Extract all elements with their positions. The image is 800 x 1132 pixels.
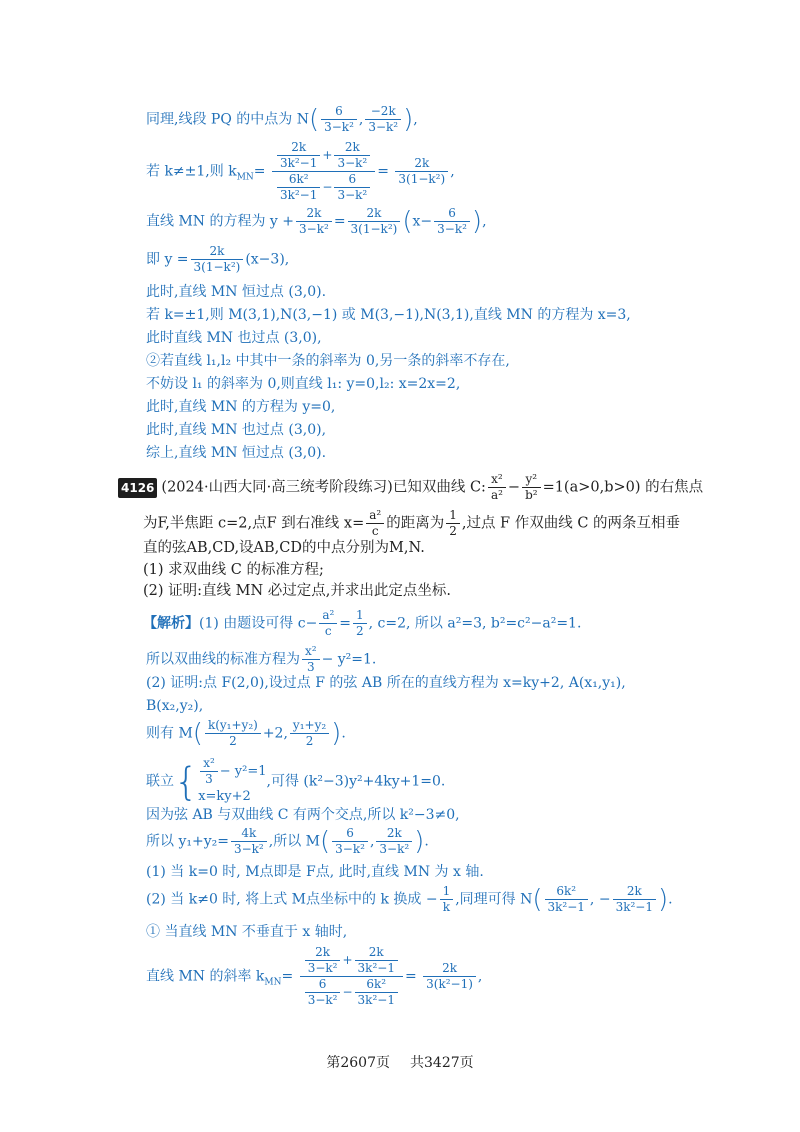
solution-line: 若 k≠±1,则 $k_{MN}=$ $\frac{2k}{\text{3k²−1}}$ + $\frac{2k}{\text{3−k²}}$ $\frac{\text{6k²}}{\text{3k²−1}}$ − $\frac{6}{\text{3−k²}}$ = $\frac{2k}{\text{3(1−k²)}}$ , xyxy=(146,140,455,202)
page-number: 第2607页 xyxy=(326,1055,390,1071)
solution-line: 直线 MN 的方程为 y + $\frac{2k}{\text{3−k²}}$ = $\frac{2k}{\text{3(1−k²)}}$ (x− $\frac{6}{\text{3−k²}}$ ), xyxy=(146,206,487,237)
solution-line: 即 y = $\frac{2k}{\text{3(1−k²)}}$ (x−3), xyxy=(146,244,290,274)
page-footer xyxy=(0,1052,800,1072)
solution-line: 联立{ $\frac{\text{x²}}{3}$ − y²=1 x=ky+2 ,可得 (k²−3)y²+4ky+1=0. xyxy=(146,756,446,804)
total-pages: 共3427页 xyxy=(410,1055,474,1071)
solution-line: 同理,线段 PQ 的中点为 N( $\frac{6}{\text{3−k²}}$ , $\frac{-2k}{\text{3−k²}}$ ), xyxy=(146,104,418,135)
problem-question-1: (1) 求双曲线 C 的标准方程; xyxy=(143,562,324,578)
problem-question-2: (2) 证明:直线 MN 必过定点,并求出此定点坐标. xyxy=(143,583,452,599)
solution-line: ②若直线 l₁,l₂ 中其中一条的斜率为 0,另一条的斜率不存在, xyxy=(146,353,510,369)
solution-line: 此时,直线 MN 的方程为 y=0, xyxy=(146,399,336,415)
solution-line: 此时直线 MN 也过点 (3,0), xyxy=(146,330,322,346)
solution-line: 因为弦 AB 与双曲线 C 有两个交点,所以 k²−3≠0, xyxy=(146,807,460,823)
analysis-tag: 【解析】 xyxy=(143,615,199,632)
solution-line: (2) 当 k≠0 时, 将上式 M点坐标中的 k 换成 − $\frac{1}{k}$ ,同理可得 N( $\frac{\text{6k²}}{\text{3k²−1}}$ , − $\frac{2k}{\text{3k²−1}}$ ). xyxy=(146,884,673,915)
solution-line: (2) 证明:点 F(2,0),设过点 F 的弦 AB 所在的直线方程为 x=ky+2, A(x₁,y₁), xyxy=(146,675,626,691)
solution-line: 直线 MN 的斜率 $k_{MN}=$ $\frac{2k}{\text{3−k²}}$ + $\frac{2k}{\text{3k²−1}}$ $\frac{6}{\text{3−k²}}$ − $\frac{\text{6k²}}{\text{3k²−1}}$ = $\frac{2k}{\text{3(k²−1)}}$ , xyxy=(146,945,483,1007)
solution-line: 此时,直线 MN 也过点 (3,0), xyxy=(146,422,327,438)
problem-line: 直的弦AB,CD,设AB,CD的中点分别为M,N. xyxy=(143,540,425,556)
solution-line: 综上,直线 MN 恒过点 (3,0). xyxy=(146,445,327,461)
solution-line: ① 当直线 MN 不垂直于 x 轴时, xyxy=(146,924,348,940)
solution-line: 若 k=±1,则 M(3,1),N(3,−1) 或 M(3,−1),N(3,1),直线 MN 的方程为 x=3, xyxy=(146,307,631,323)
problem-statement: 4126 (2024·山西大同·高三统考阶段练习)已知双曲线 C: $\frac{\text{x²}}{\text{a²}}$ − $\frac{\text{y²}}{\text{b²}}$ =1(a>0,b>0) 的右焦点 xyxy=(118,472,703,503)
solution-line: 所以双曲线的标准方程为 $\frac{\text{x²}}{3}$ − y²=1. xyxy=(146,644,377,674)
solution-line: B(x₂,y₂), xyxy=(146,698,204,714)
solution-line: 此时,直线 MN 恒过点 (3,0). xyxy=(146,284,327,300)
solution-line: (1) 当 k=0 时, M点即是 F点, 此时,直线 MN 为 x 轴. xyxy=(146,864,484,880)
solution-line: 不妨设 l₁ 的斜率为 0,则直线 l₁: y=0,l₂: x=2x=2, xyxy=(146,376,461,392)
solution-line: 所以 y₁+y₂= $\frac{4k}{\text{3−k²}}$ ,所以 M( $\frac{6}{\text{3−k²}}$ , $\frac{2k}{\text{3−k²}}$ ). xyxy=(146,826,429,857)
problem-line: 为F,半焦距 c=2,点F 到右准线 x= $\frac{\text{a²}}{c}$ 的距离为 $\frac{1}{2}$ ,过点 F 作双曲线 C 的两条互相垂 xyxy=(143,508,681,538)
solution-line: 则有 M( $\frac{\text{k(y₁+y₂)}}{2}$ +2, $\frac{\text{y₁+y₂}}{2}$ ). xyxy=(146,718,346,749)
solution-line: 【解析】(1) 由题设可得 c− $\frac{\text{a²}}{c}$ = $\frac{1}{2}$ , c=2, 所以 a²=3, b²=c²−a²=1. xyxy=(143,608,582,638)
problem-number-badge: 4126 xyxy=(118,478,157,498)
